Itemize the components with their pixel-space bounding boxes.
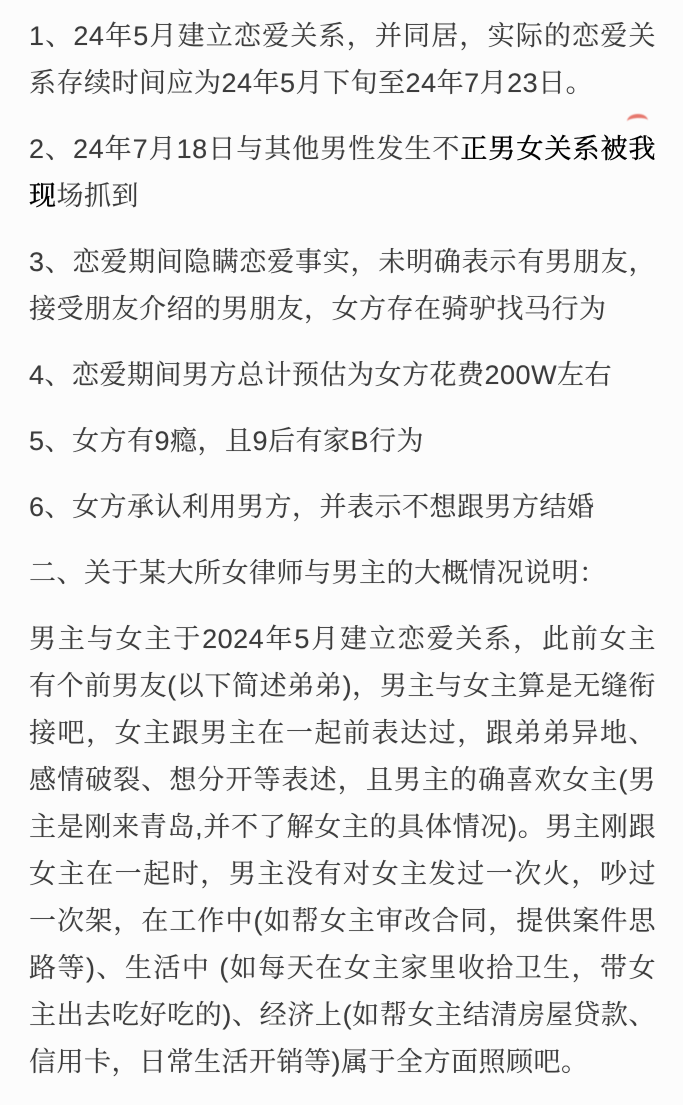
paragraph — [29, 484, 656, 531]
text-run: 场抓到 — [56, 181, 139, 211]
paragraph — [29, 13, 656, 107]
text-run: 2、24年7月18日与其他男性发生不 — [29, 134, 461, 164]
text-run: 6、女方承认利用男方，并表示不想跟男方结婚 — [29, 492, 595, 522]
paragraph — [29, 239, 656, 333]
text-run: 4、恋爱期间男方总计预估为女方花费200W左右 — [29, 360, 613, 390]
text-run: 5、女方有9瘾，且9后有家B行为 — [29, 426, 425, 456]
paragraph — [29, 616, 656, 1086]
text-run: 1、24年5月建立恋爱关系，并同居，实际的恋爱关系存续时间应为24年5月下旬至24年7月23日。 — [29, 21, 656, 98]
paragraph — [29, 550, 656, 597]
patched-text-run: 正男女关系被我现 — [29, 134, 656, 211]
paragraph — [29, 352, 656, 399]
paragraph — [29, 126, 656, 220]
text-run: 男主与女主于2024年5月建立恋爱关系，此前女主有个前男友(以下简述弟弟)，男主与女主算是无缝衔接吧，女主跟男主在一起前表达过，跟弟弟异地、感情破裂、想分开等表述，且男主的确喜欢女主(男主是刚来青岛,并不了解女主的具体情况)。男主刚跟女主在一起时，男主没有对女主发过一次火，吵过一次架，在工作中(如帮女主审改合同，提供案件思路等)、生活中 (如每天在女主家里收拾卫生，带女主出去吃好吃的)、经济上(如帮女主结清房屋贷款、信用卡，日常生活开销等)属于全方面照顾吧。 — [29, 624, 656, 1077]
text-run: 二、关于某大所女律师与男主的大概情况说明： — [29, 558, 607, 588]
paragraph — [29, 418, 656, 465]
text-run: 3、恋爱期间隐瞒恋爱事实，未明确表示有男朋友，接受朋友介绍的男朋友，女方存在骑驴找马行为 — [29, 247, 656, 324]
